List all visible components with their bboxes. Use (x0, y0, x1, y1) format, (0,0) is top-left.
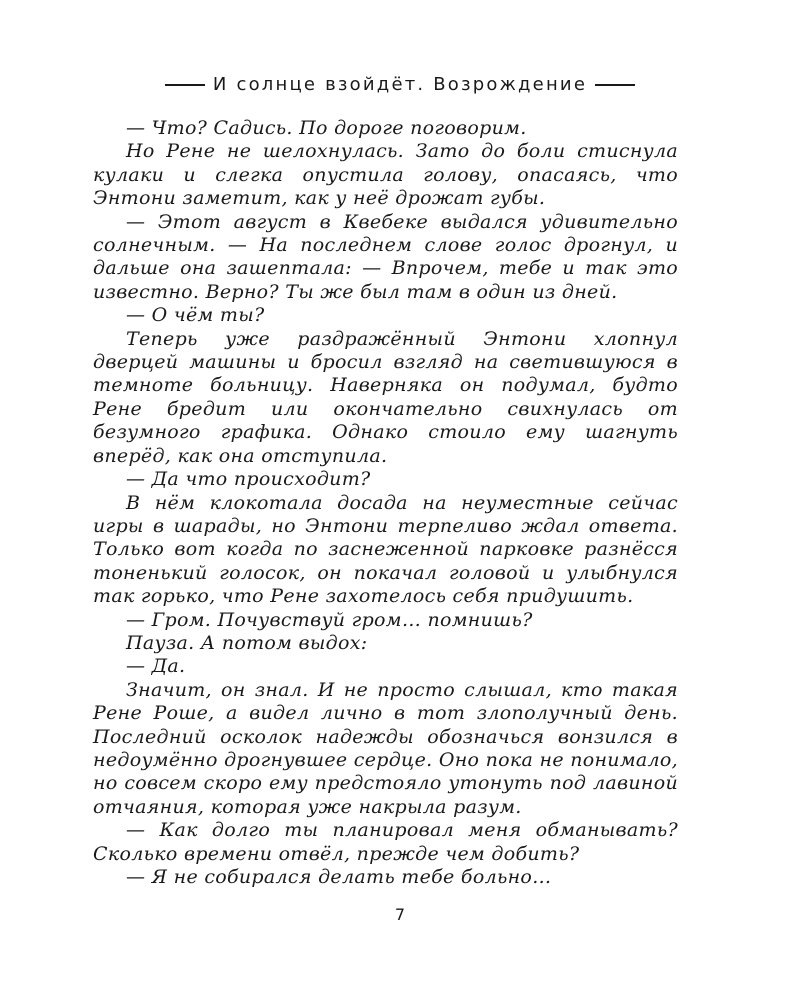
paragraph: Значит, он знал. И не просто слышал, кто такая Рене Роше, а видел лично в тот злополучный день. Последний осколок надежды обозначься вонзился в недоумённо дрогнувшее сердце. Оно пока не понимало, но совсем скоро ему предстояло утонуть под лавиной отчаяния, которая уже накрыла разум. (93, 678, 678, 818)
body-text (93, 117, 678, 889)
running-head (0, 74, 800, 95)
paragraph: — Как долго ты планировал меня обманывать? Сколько времени отвёл, прежде чем добить? (93, 819, 678, 865)
paragraph: В нём клокотала досада на неуместные сейчас игры в шарады, но Энтони терпеливо ждал ответа. Только вот когда по заснеженной парковке разнёсся тоненький голосок, он покачал головой и улыбнулся так горько, что Рене захотелось себя придушить. (93, 491, 678, 608)
running-head-right-rule (595, 84, 635, 86)
paragraph: — Я не собирался делать тебе больно… (126, 866, 552, 888)
running-head-title: И солнце взойдёт. Возрождение (212, 74, 588, 95)
page-number: 7 (394, 905, 406, 924)
paragraph: — Да. (126, 655, 186, 678)
paragraph: — Гром. Почувствуй гром… помнишь? (126, 608, 533, 631)
paragraph: — Этот август в Квебеке выдался удивительно солнечным. — На последнем слове голос дрогнул, и дальше она зашептала: — Впрочем, тебе и так это известно. Верно? Ты же был там в один из дней. (93, 210, 678, 303)
paragraph: Пауза. А потом выдох: (126, 631, 368, 654)
paragraph: — О чём ты? (126, 304, 265, 327)
running-head-left-rule (165, 84, 205, 86)
paragraph: — Да что происходит? (126, 468, 371, 491)
paragraph: Но Рене не шелохнулась. Зато до боли стиснула кулаки и слегка опустила голову, опасаясь, что Энтони заметит, как у неё дрожат губы. (93, 140, 678, 210)
paragraph: Теперь уже раздражённый Энтони хлопнул дверцей машины и бросил взгляд на светившуюся в темноте больницу. Наверняка он подумал, будто Рене бредит или окончательно свихнулась от безумного графика. Однако стоило ему шагнуть вперёд, как она отступила. (93, 327, 678, 467)
paragraph: — Что? Садись. По дороге поговорим. (126, 117, 527, 139)
